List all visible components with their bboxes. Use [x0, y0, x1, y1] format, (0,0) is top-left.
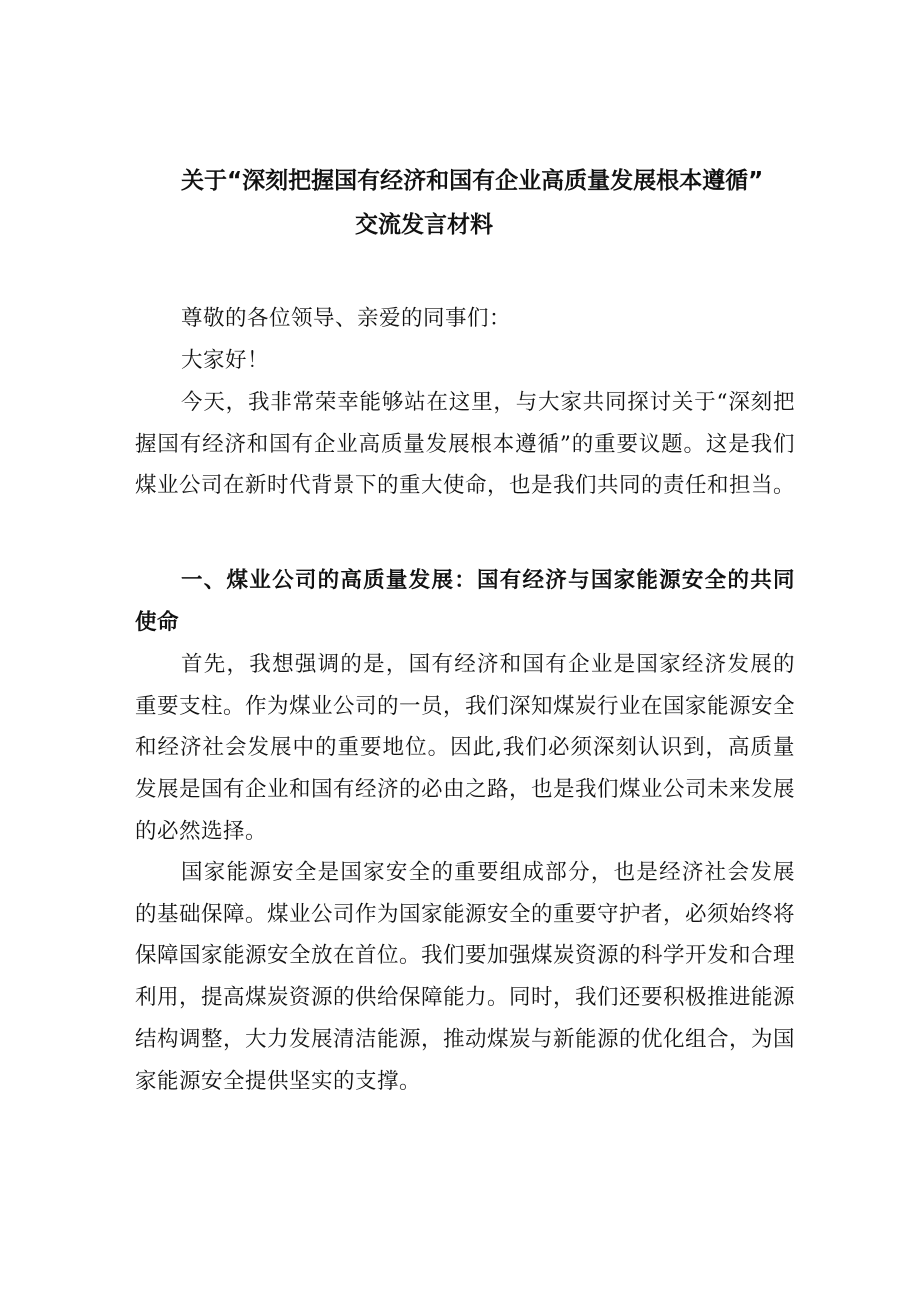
- body-paragraph-1: 首先，我想强调的是，国有经济和国有企业是国家经济发展的重要支柱。作为煤业公司的一员，我们深知煤炭行业在国家能源安全和经济社会发展中的重要地位。因此,我们必须深刻认识到，高质量发展是国有企业和国有经济的必由之路，也是我们煤业公司未来发展的必然选择。: [135, 652, 796, 844]
- hello-paragraph: 大家好！: [181, 348, 270, 373]
- document-title-line2: 交流发言材料: [355, 212, 493, 238]
- document-title-line1: 关于“深刻把握国有经济和国有企业高质量发展根本遵循”: [181, 168, 764, 194]
- greeting-paragraph: 尊敬的各位领导、亲爱的同事们：: [181, 306, 512, 331]
- section-heading-1: 一、煤业公司的高质量发展：国有经济与国家能源安全的共同使命: [135, 568, 795, 635]
- body-paragraph-2: 国家能源安全是国家安全的重要组成部分，也是经济社会发展的基础保障。煤业公司作为国家能源安全的重要守护者，必须始终将保障国家能源安全放在首位。我们要加强煤炭资源的科学开发和合理利用，提高煤炭资源的供给保障能力。同时，我们还要积极推进能源结构调整，大力发展清洁能源，推动煤炭与新能源的优化组合，为国家能源安全提供坚实的支撑。: [135, 860, 796, 1094]
- intro-paragraph: 今天，我非常荣幸能够站在这里，与大家共同探讨关于“深刻把握国有经济和国有企业高质量发展根本遵循”的重要议题。这是我们煤业公司在新时代背景下的重大使命，也是我们共同的责任和担当。: [135, 390, 796, 499]
